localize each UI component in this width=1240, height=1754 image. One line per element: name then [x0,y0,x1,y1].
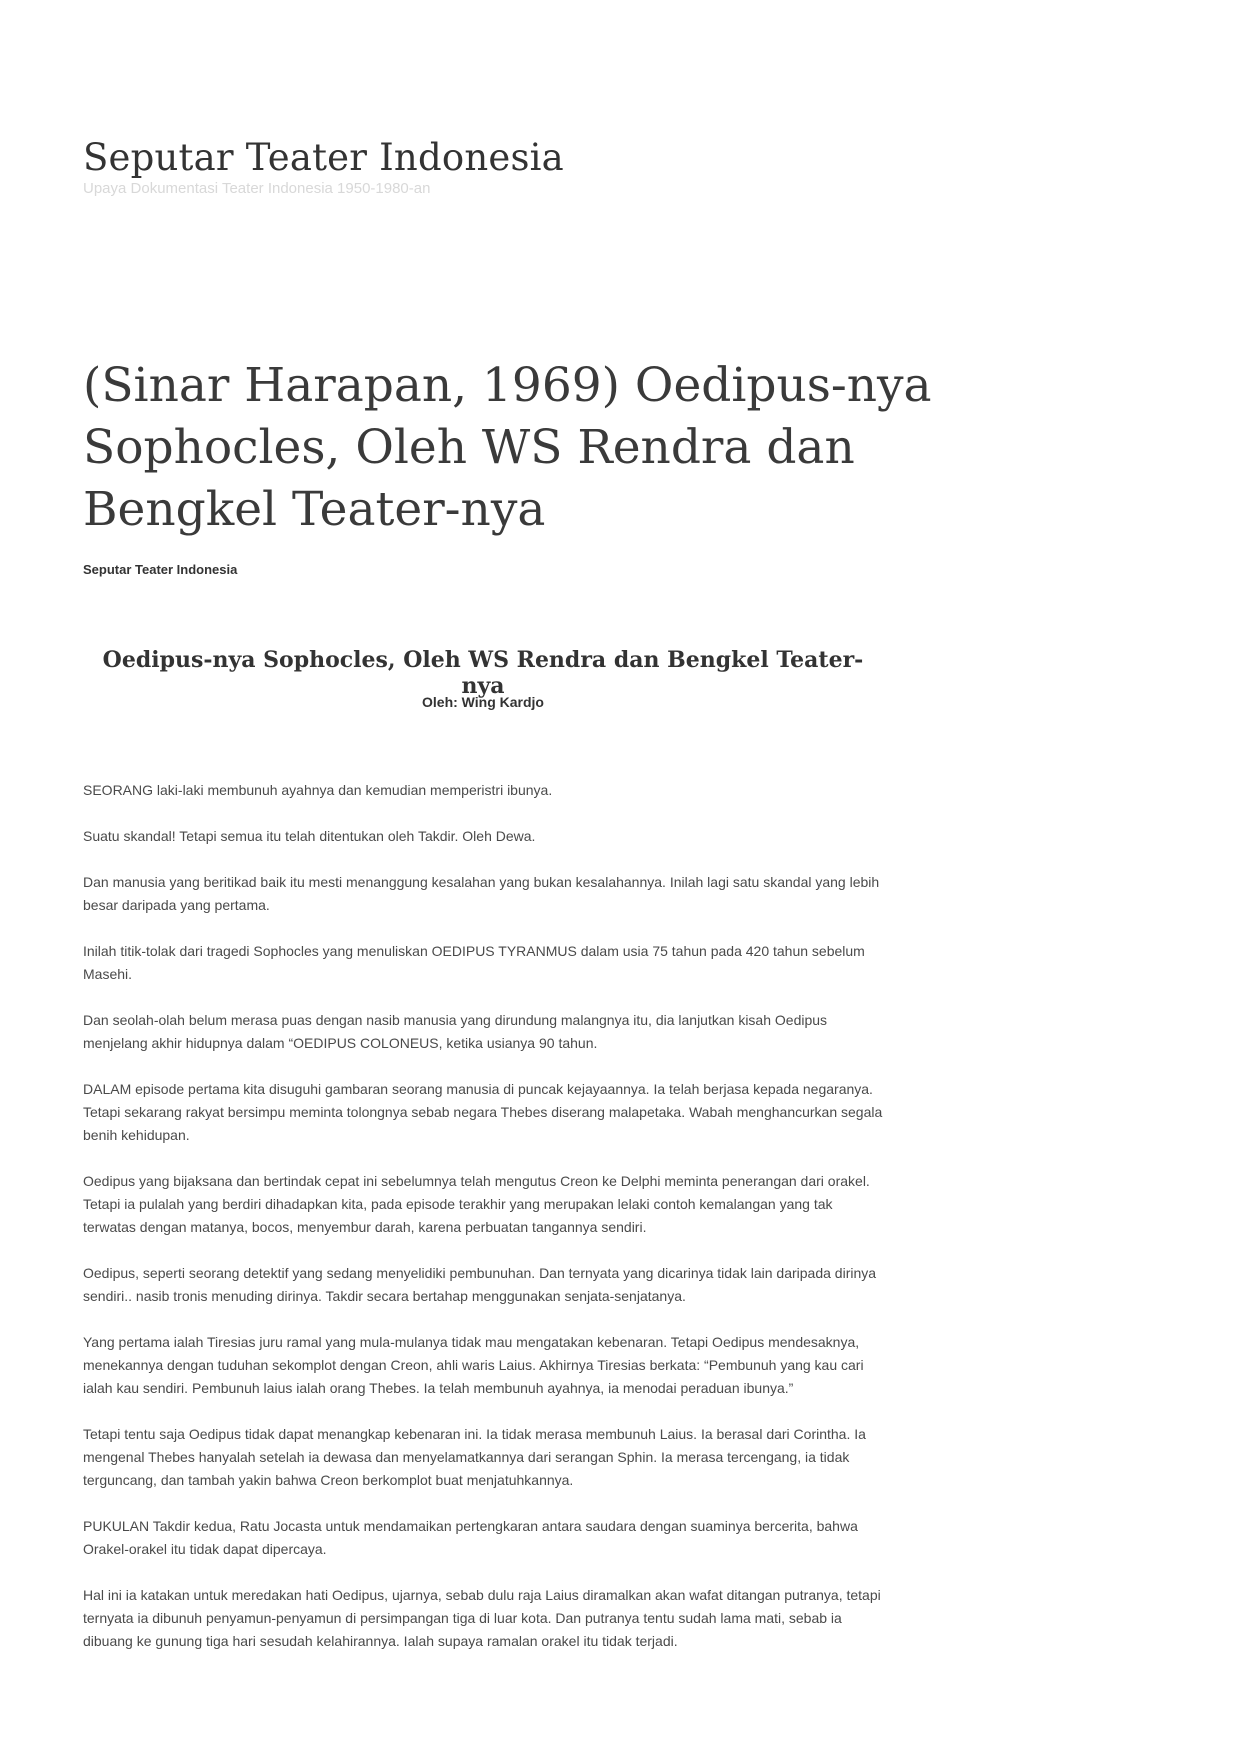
site-header [83,138,983,197]
post-author[interactable]: Seputar Teater Indonesia [83,562,238,577]
site-title[interactable]: Seputar Teater Indonesia [83,136,564,179]
article-paragraph: Dan seolah-olah belum merasa puas dengan nasib manusia yang dirundung malangnya itu, dia lanjutkan kisah Oedipus menjelang akhir hidupnya dalam “OEDIPUS COLONEUS, ketika usianya 90 tahun. [83,1012,828,1051]
article-paragraph: SEORANG laki-laki membunuh ayahnya dan kemudian memperistri ibunya. [83,782,553,798]
article-paragraph: Hal ini ia katakan untuk meredakan hati Oedipus, ujarnya, sebab dulu raja Laius diramalkan akan wafat ditangan putranya, tetapi ternyata ia dibunuh penyamun-penyamun di persimpangan tiga di luar kota. Dan putranya tentu sudah lama mati, sebab ia dibuang ke gunung tiga hari sesudah kelahirannya. Ialah supaya ramalan orakel itu tidak terjadi. [83,1587,881,1649]
article-paragraph: Dan manusia yang beritikad baik itu mesti menanggung kesalahan yang bukan kesalahannya. Inilah lagi satu skandal yang lebih besar daripada yang pertama. [83,874,880,913]
article-paragraph: PUKULAN Takdir kedua, Ratu Jocasta untuk mendamaikan pertengkaran antara saudara dengan suaminya bercerita, bahwa Orakel-orakel itu tidak dapat dipercaya. [83,1518,858,1557]
article-paragraph: DALAM episode pertama kita disuguhi gambaran seorang manusia di puncak kejayaannya. Ia telah berjasa kepada negaranya. Tetapi sekarang rakyat bersimpu meminta tolongnya sebab negara Thebes diserang malapetaka. Wabah menghancurkan segala benih kehidupan. [83,1081,883,1143]
article-paragraph: Oedipus yang bijaksana dan bertindak cepat ini sebelumnya telah mengutus Creon ke Delphi meminta penerangan dari orakel. Tetapi ia pulalah yang berdiri dihadapkan kita, pada episode terakhir yang merupakan lelaki contoh kemalangan yang tak terwatas dengan matanya, bocos, menyembur darah, karena perbuatan tangannya sendiri. [83,1173,870,1235]
article-paragraph: Suatu skandal! Tetapi semua itu telah ditentukan oleh Takdir. Oleh Dewa. [83,828,536,844]
article-heading: Oedipus-nya Sophocles, Oleh WS Rendra dan Bengkel Teater-nya [102,647,864,699]
article-byline: Oleh: Wing Kardjo [422,694,544,710]
article-paragraph: Yang pertama ialah Tiresias juru ramal yang mula-mulanya tidak mau mengatakan kebenaran. Tetapi Oedipus mendesaknya, menekannya dengan tuduhan sekomplot dengan Creon, ahli waris Laius. Akhirnya Tiresias berkata: “Pembunuh yang kau cari ialah kau sendiri. Pembunuh laius ialah orang Thebes. Ia telah membunuh ayahnya, ia menodai peraduan ibunya.” [83,1334,864,1396]
article-paragraph: Inilah titik-tolak dari tragedi Sophocles yang menuliskan OEDIPUS TYRANMUS dalam usia 75 tahun pada 420 tahun sebelum Masehi. [83,943,865,982]
site-tagline: Upaya Dokumentasi Teater Indonesia 1950-1980-an [83,179,431,197]
article-paragraph: Oedipus, seperti seorang detektif yang sedang menyelidiki pembunuhan. Dan ternyata yang dicarinya tidak lain daripada dirinya sendiri.. nasib tronis menuding dirinya. Takdir secara bertahap menggunakan senjata-senjatanya. [83,1265,877,1304]
article-paragraph: Tetapi tentu saja Oedipus tidak dapat menangkap kebenaran ini. Ia tidak merasa membunuh Laius. Ia berasal dari Corintha. Ia mengenal Thebes hanyalah setelah ia dewasa dan menyelamatkannya dari serangan Sphin. Ia merasa tercengang, ia tidak terguncang, dan tambah yakin bahwa Creon berkomplot buat menjatuhkannya. [83,1426,866,1488]
post-title: (Sinar Harapan, 1969) Oedipus-nya Sophocles, Oleh WS Rendra dan Bengkel Teater-nya [83,358,932,537]
article-body [83,779,883,1676]
